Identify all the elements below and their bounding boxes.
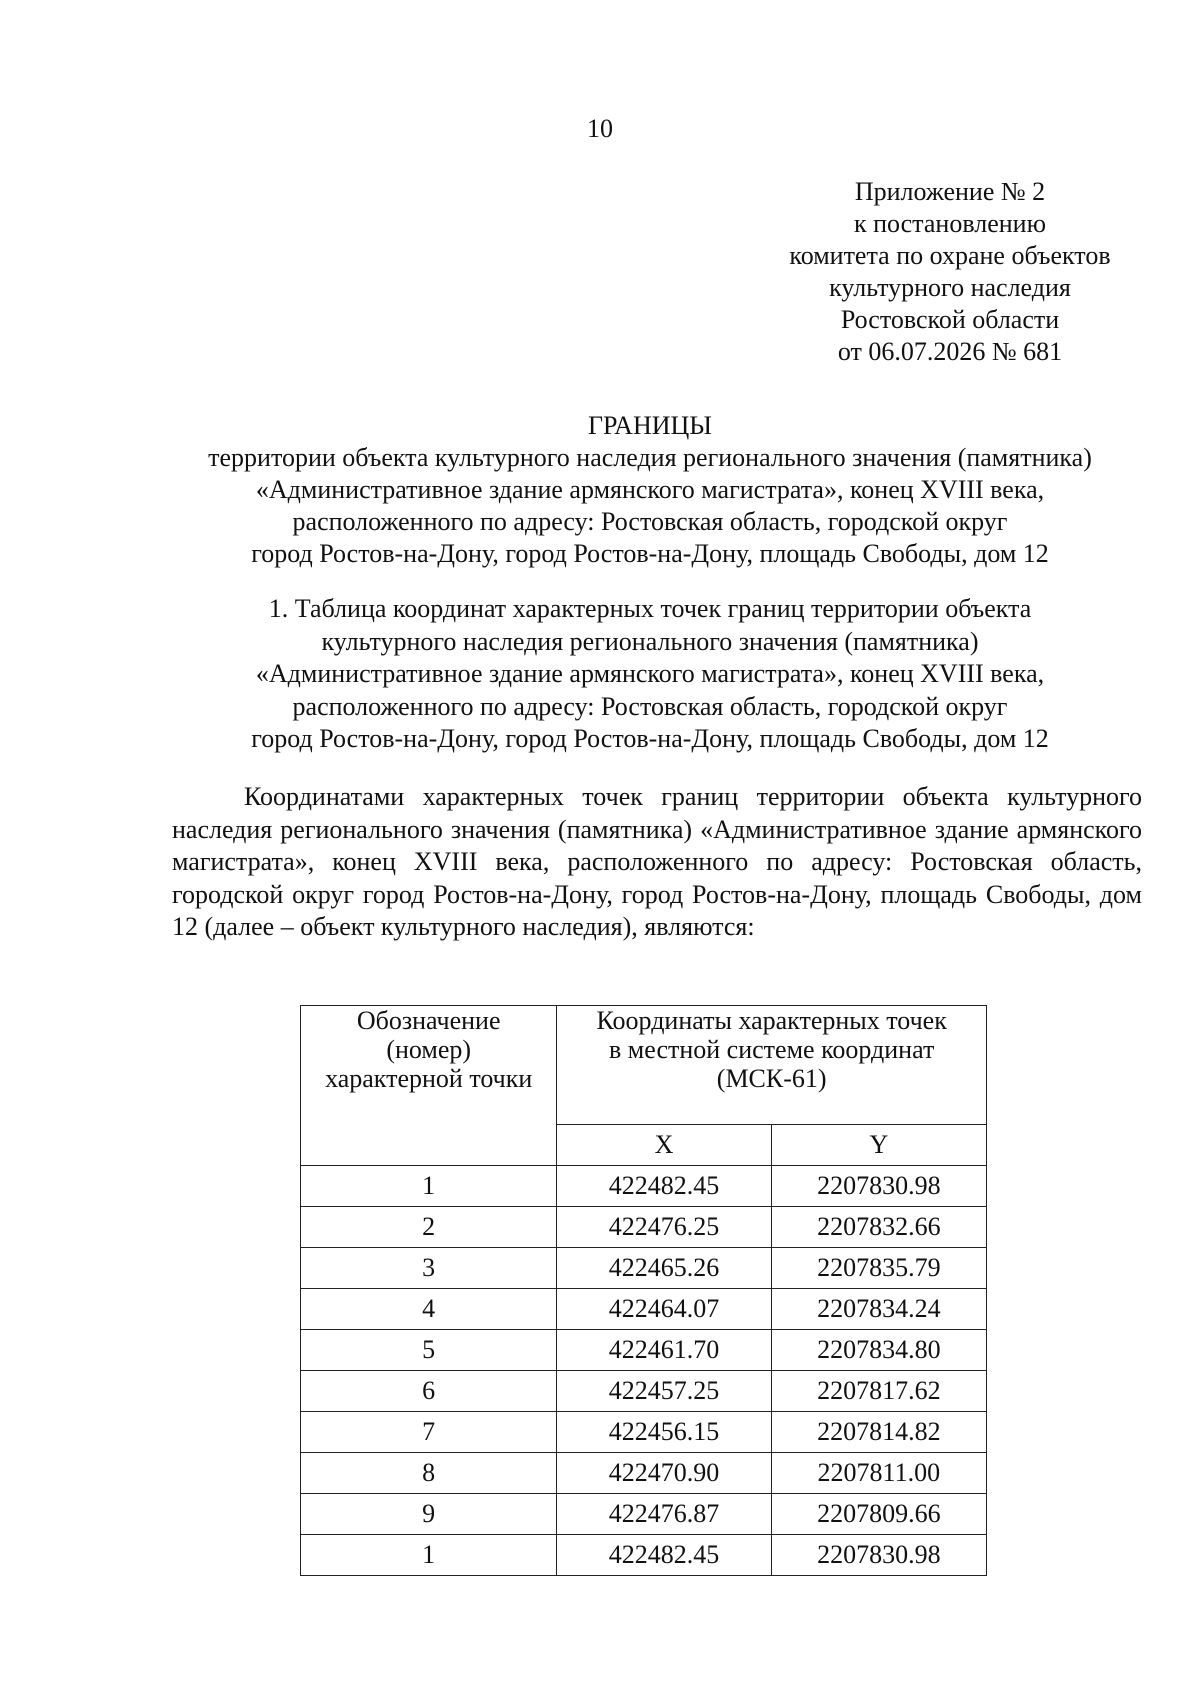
y-cell: 2207830.98 [771,1166,986,1207]
table-row [301,1330,987,1371]
header-line: Обозначение [356,1006,501,1035]
y-cell: 2207817.62 [771,1371,986,1412]
title-line: город Ростов-на-Дону, город Ростов-на-Дону, площадь Свободы, дом 12 [251,539,1049,568]
header-line: (номер) [386,1035,472,1064]
point-cell: 8 [301,1453,557,1494]
x-column-header: X [557,1125,771,1166]
section-line: культурного наследия регионального значения (памятника) [321,626,979,656]
title-heading: ГРАНИЦЫ [588,411,712,440]
coordinates-column-header [557,1006,987,1125]
y-cell: 2207834.80 [771,1330,986,1371]
appendix-line: Приложение № 2 [854,177,1046,206]
point-cell: 1 [301,1535,557,1576]
appendix-line: культурного наследия [829,273,1071,302]
table-row [301,1207,987,1248]
x-cell: 422470.90 [557,1453,771,1494]
y-cell: 2207814.82 [771,1412,986,1453]
header-line: Координаты характерных точек [596,1006,947,1035]
page-number: 10 [587,114,613,143]
table-row [301,1166,987,1207]
header-line: характерной точки [325,1064,533,1093]
section-heading [160,593,1140,756]
body-paragraph: Координатами характерных точек границ территории объекта культурного наследия регионального значения (памятника) «Административное здание армянского магистрата», конец XVIII века, расположенного по адресу: Ростовская область, городской округ город Ростов-на-Дону, город Ростов-на-Дону, площадь Свободы, дом 12 (далее – объект культурного наследия), являются: [172,782,1142,941]
point-cell: 9 [301,1494,557,1535]
x-cell: 422476.25 [557,1207,771,1248]
section-line: расположенного по адресу: Ростовская область, городской округ [292,691,1008,721]
appendix-line: Ростовской области [840,305,1060,334]
header-line: (МСК-61) [716,1064,827,1093]
section-line: 1. Таблица координат характерных точек границ территории объекта [268,594,1032,623]
header-line: в местной системе координат [609,1035,935,1064]
y-cell: 2207809.66 [771,1494,986,1535]
appendix-line: комитета по охране объектов [789,241,1111,270]
y-column-header: Y [771,1125,986,1166]
point-cell: 3 [301,1248,557,1289]
document-title [160,410,1140,570]
y-cell: 2207811.00 [771,1453,986,1494]
x-cell: 422461.70 [557,1330,771,1371]
y-cell: 2207835.79 [771,1248,986,1289]
title-line: расположенного по адресу: Ростовская область, городской округ [292,507,1008,536]
point-cell: 2 [301,1207,557,1248]
x-cell: 422476.87 [557,1494,771,1535]
title-line: территории объекта культурного наследия регионального значения (памятника) [208,443,1092,472]
table-row [301,1371,987,1412]
table-row [301,1535,987,1576]
point-cell: 5 [301,1330,557,1371]
x-cell: 422482.45 [557,1166,771,1207]
table-row [301,1453,987,1494]
point-cell: 1 [301,1166,557,1207]
title-line: «Административное здание армянского магистрата», конец XVIII века, [255,475,1045,504]
y-cell: 2207834.24 [771,1289,986,1330]
table-row [301,1412,987,1453]
section-line: город Ростов-на-Дону, город Ростов-на-Дону, площадь Свободы, дом 12 [251,724,1049,753]
y-cell: 2207832.66 [771,1207,986,1248]
x-cell: 422457.25 [557,1371,771,1412]
y-cell: 2207830.98 [771,1535,986,1576]
point-cell: 4 [301,1289,557,1330]
appendix-line: от 06.07.2026 № 681 [837,337,1063,366]
point-cell: 6 [301,1371,557,1412]
table-row [301,1289,987,1330]
table-row [301,1494,987,1535]
x-cell: 422464.07 [557,1289,771,1330]
point-cell: 7 [301,1412,557,1453]
table-row [301,1248,987,1289]
point-column-header [301,1006,557,1166]
appendix-line: к постановлению [853,209,1047,238]
appendix-note [760,176,1140,368]
section-line: «Административное здание армянского магистрата», конец XVIII века, [255,659,1045,688]
x-cell: 422465.26 [557,1248,771,1289]
x-cell: 422456.15 [557,1412,771,1453]
x-cell: 422482.45 [557,1535,771,1576]
coordinates-table [300,1005,987,1576]
